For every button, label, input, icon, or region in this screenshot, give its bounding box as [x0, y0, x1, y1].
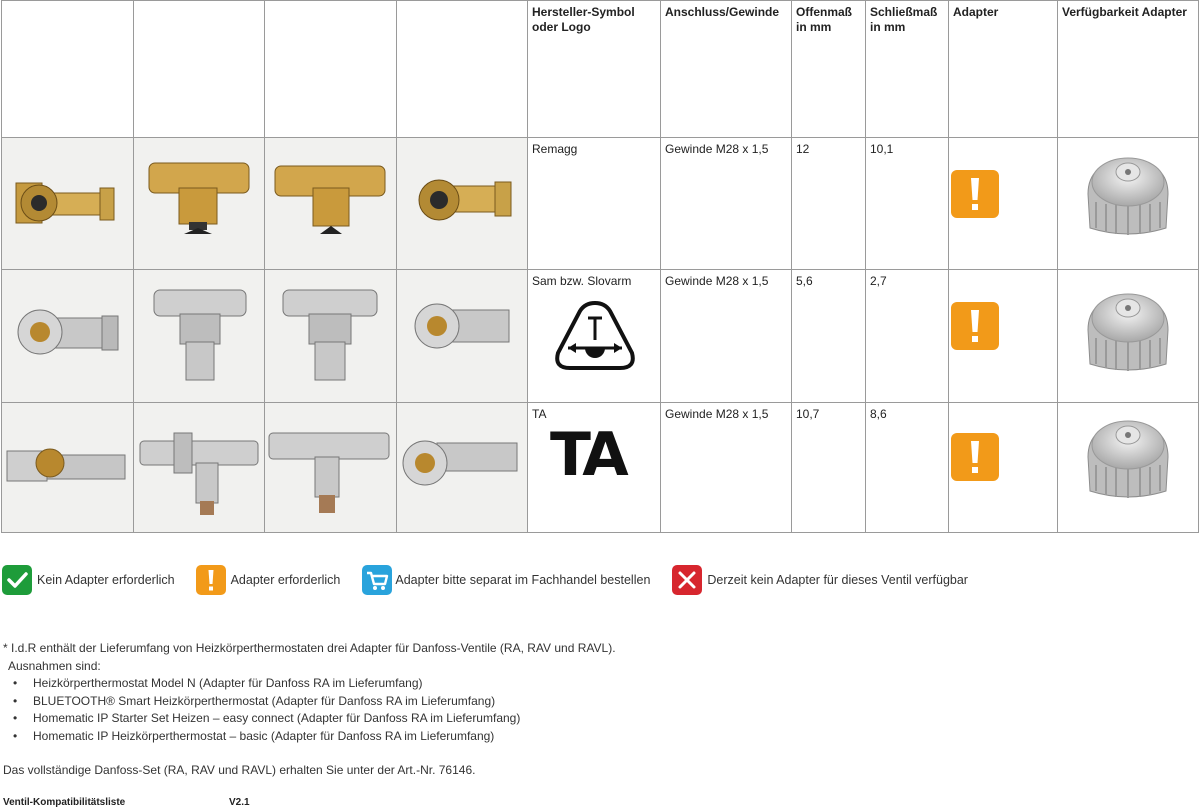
legend-item-order-separately — [362, 565, 650, 595]
open-cell: 12 — [792, 138, 866, 270]
adapter-required-icon — [951, 433, 999, 481]
adapter-cap-image — [1080, 405, 1176, 509]
notes-full-set: Das vollständige Danfoss-Set (RA, RAV und RAVL) erhalten Sie unter der Art.-Nr. 76146. — [3, 763, 476, 777]
checkmark-icon — [2, 565, 32, 595]
legend-label: Adapter bitte separat im Fachhandel bestellen — [395, 573, 651, 587]
ta-logo: TA — [550, 420, 625, 490]
valve-photo — [265, 138, 397, 270]
slovarm-logo — [550, 298, 640, 374]
open-cell: 5,6 — [792, 270, 866, 403]
close-cell: 2,7 — [866, 270, 949, 403]
manufacturer-cell — [528, 270, 661, 403]
header-photo-3 — [265, 1, 397, 138]
availability-cell — [1058, 403, 1199, 533]
legend-item-no-adapter — [2, 565, 175, 595]
valve-photo — [2, 138, 134, 270]
footer — [3, 797, 250, 808]
close-cell: 10,1 — [866, 138, 949, 270]
adapter-cap-image — [1080, 278, 1176, 382]
list-item: • Homematic IP Starter Set Heizen – easy connect (Adapter für Danfoss RA im Lieferumfang) — [33, 710, 616, 728]
brass-valve-image — [134, 138, 264, 268]
legend-item-adapter-required — [196, 565, 341, 595]
nickel-valve-image — [265, 270, 395, 400]
manufacturer-cell — [528, 138, 661, 270]
header-adapter: Adapter — [949, 1, 1058, 138]
legend-item-unavailable — [672, 565, 968, 595]
table-row — [2, 403, 1199, 533]
notes — [3, 640, 616, 780]
table-row — [2, 270, 1199, 403]
connection-cell: Gewinde M28 x 1,5 — [661, 270, 792, 403]
legend-label: Derzeit kein Adapter für dieses Ventil verfügbar — [707, 573, 968, 587]
manufacturer-cell — [528, 403, 661, 533]
open-cell: 10,7 — [792, 403, 866, 533]
exclamation-icon — [196, 565, 226, 595]
header-photo-2 — [134, 1, 265, 138]
document-title: Ventil-Kompatibilitätsliste — [3, 797, 126, 808]
valve-photo — [265, 403, 397, 533]
cross-icon — [672, 565, 702, 595]
valve-photo — [397, 403, 528, 533]
header-photo-4 — [397, 1, 528, 138]
nickel-valve-image — [397, 403, 527, 533]
compatibility-table — [1, 0, 1199, 533]
adapter-required-icon — [951, 170, 999, 218]
adapter-cell — [949, 138, 1058, 270]
nickel-valve-image — [2, 270, 132, 400]
valve-photo — [134, 270, 265, 403]
list-item: • Homematic IP Heizkörperthermostat – basic (Adapter für Danfoss RA im Lieferumfang) — [33, 728, 616, 746]
valve-photo — [2, 270, 134, 403]
manufacturer-name: Remagg — [532, 142, 578, 156]
legend-label: Adapter erforderlich — [230, 573, 341, 587]
shopping-cart-icon — [362, 565, 392, 595]
nickel-valve-image — [134, 270, 264, 400]
connection-cell: Gewinde M28 x 1,5 — [661, 138, 792, 270]
valve-photo — [397, 270, 528, 403]
adapter-cell — [949, 270, 1058, 403]
legend — [2, 565, 968, 595]
exceptions-list — [3, 675, 616, 745]
nickel-valve-image — [397, 270, 527, 400]
adapter-cell — [949, 403, 1058, 533]
header-close: Schließmaß in mm — [866, 1, 949, 138]
valve-photo — [2, 403, 134, 533]
brass-valve-image — [265, 138, 395, 268]
adapter-cap-image — [1080, 142, 1176, 246]
document-version: V2.1 — [229, 797, 250, 808]
connection-cell: Gewinde M28 x 1,5 — [661, 403, 792, 533]
header-connection: Anschluss/Gewinde — [661, 1, 792, 138]
nickel-valve-image — [2, 403, 132, 533]
valve-photo — [134, 403, 265, 533]
table-header-row — [2, 1, 1199, 138]
valve-photo — [134, 138, 265, 270]
nickel-valve-image — [134, 403, 264, 533]
notes-exceptions-label: Ausnahmen sind: — [8, 658, 101, 673]
close-cell: 8,6 — [866, 403, 949, 533]
header-open: Offenmaß in mm — [792, 1, 866, 138]
header-photo-1 — [2, 1, 134, 138]
valve-photo — [397, 138, 528, 270]
nickel-valve-image — [265, 403, 395, 533]
availability-cell — [1058, 270, 1199, 403]
legend-label: Kein Adapter erforderlich — [37, 573, 175, 587]
brass-valve-image — [397, 138, 527, 268]
manufacturer-name: TA — [532, 407, 547, 421]
availability-cell — [1058, 138, 1199, 270]
notes-intro: * I.d.R enthält der Lieferumfang von Heizkörperthermostaten drei Adapter für Danfoss-Ventile (RA, RAV und RAVL). — [3, 641, 616, 655]
header-availability: Verfügbarkeit Adapter — [1058, 1, 1199, 138]
valve-photo — [265, 270, 397, 403]
brass-valve-image — [2, 138, 132, 268]
list-item: • BLUETOOTH® Smart Heizkörperthermostat (Adapter für Danfoss RA im Lieferumfang) — [33, 693, 616, 711]
table-row — [2, 138, 1199, 270]
adapter-required-icon — [951, 302, 999, 350]
header-manufacturer: Hersteller-Symbol oder Logo — [528, 1, 661, 138]
manufacturer-name: Sam bzw. Slovarm — [532, 274, 632, 288]
list-item: • Heizkörperthermostat Model N (Adapter für Danfoss RA im Lieferumfang) — [33, 675, 616, 693]
